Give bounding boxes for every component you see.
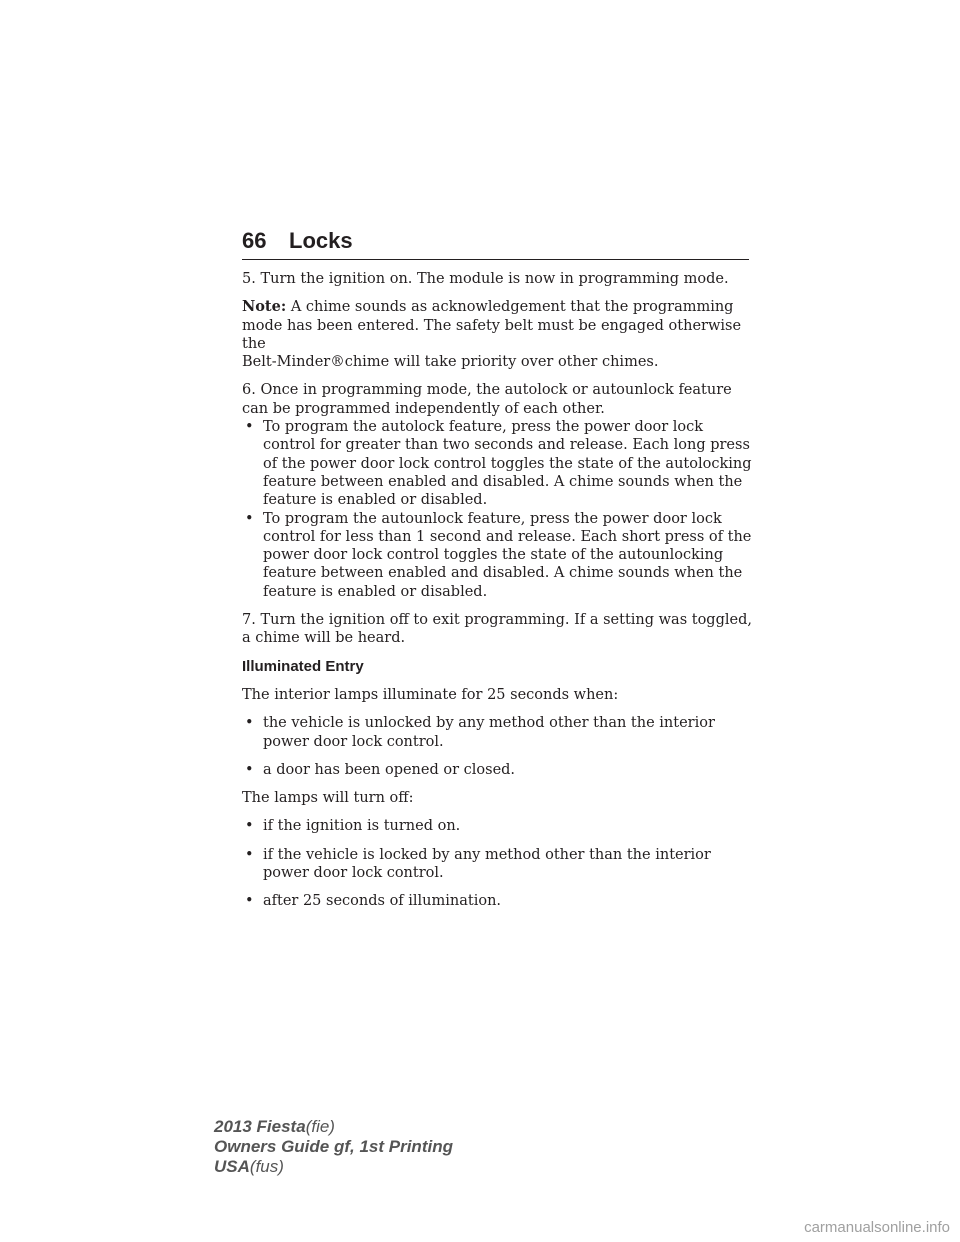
lamps-off-bullet-list [242, 817, 752, 910]
footer-model-code: (fie) [305, 1117, 335, 1136]
note-text-1: A chime sounds as acknowledgement that the programming mode has been entered. The safety belt must be engaged otherwise the [242, 299, 742, 352]
header-rule [242, 259, 749, 260]
list-item: • after 25 seconds of illumination. [242, 892, 752, 910]
watermark: carmanualsonline.info [804, 1219, 950, 1236]
footer-line-2: Owners Guide gf, 1st Printing [214, 1137, 453, 1156]
step-7: 7. Turn the ignition off to exit programming. If a setting was toggled, a chime will be heard. [242, 612, 752, 647]
footer-line-1 [214, 1117, 453, 1137]
list-item: • if the ignition is turned on. [242, 817, 752, 835]
program-bullet-list [242, 418, 752, 601]
step-5: 5. Turn the ignition on. The module is now in programming mode. [242, 271, 729, 287]
footer-market: USA [214, 1157, 250, 1176]
section-heading-illuminated-entry: Illuminated Entry [242, 657, 364, 675]
lamps-off-intro: The lamps will turn off: [242, 790, 414, 807]
page-body [242, 270, 752, 921]
page-header [242, 228, 749, 262]
note-label: Note: [242, 298, 287, 316]
note-text-2: Belt-Minder®chime will take priority over other chimes. [242, 354, 659, 371]
list-item: • the vehicle is unlocked by any method other than the interior power door lock control. [242, 714, 752, 751]
illuminate-bullet-list [242, 714, 752, 779]
footer-model: 2013 Fiesta [214, 1117, 306, 1136]
list-item: • To program the autounlock feature, press the power door lock control for less than 1 second and release. Each short press of the power door lock control toggles the state of the autounlocking feature between enabled and disabled. A chime sounds when the feature is enabled or disabled. [242, 510, 752, 601]
footer-market-code: (fus) [249, 1157, 284, 1176]
page-number: 66 [242, 228, 267, 253]
section-title: Locks [289, 228, 353, 253]
note [242, 298, 752, 371]
list-item: • To program the autolock feature, press the power door lock control for greater than two seconds and release. Each long press of the power door lock control toggles the state of the autolocking feature between enabled and disabled. A chime sounds when the feature is enabled or disabled. [242, 418, 752, 509]
illuminated-intro: The interior lamps illuminate for 25 seconds when: [242, 686, 619, 703]
page-footer [214, 1117, 453, 1177]
list-item: • a door has been opened or closed. [242, 761, 752, 779]
step-6: 6. Once in programming mode, the autolock or autounlock feature can be programmed independently of each other. [242, 382, 732, 417]
footer-line-3 [214, 1157, 453, 1177]
list-item: • if the vehicle is locked by any method other than the interior power door lock control. [242, 846, 752, 883]
